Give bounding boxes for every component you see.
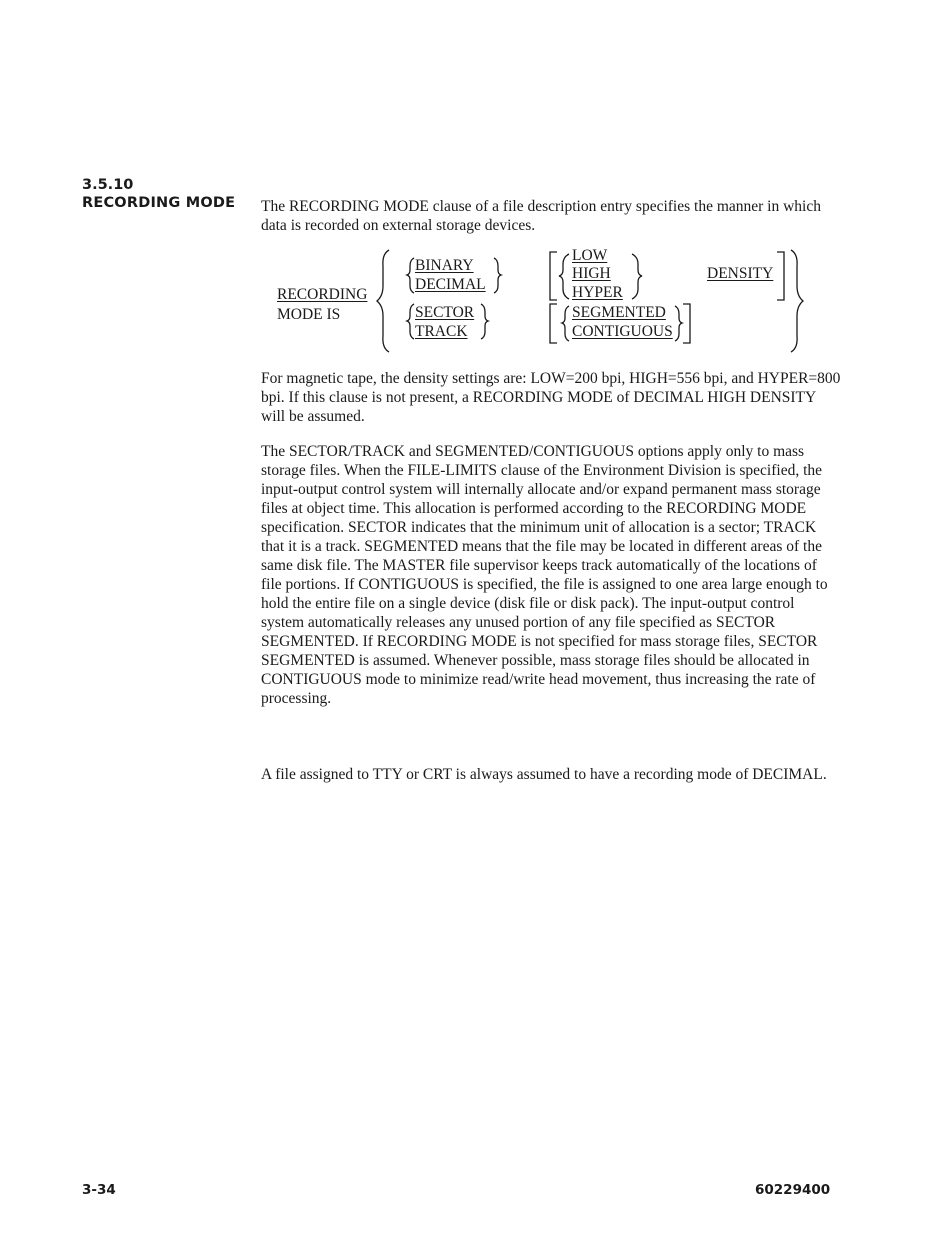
- recording-keyword: RECORDING: [277, 286, 368, 303]
- mass-storage-paragraph: The SECTOR/TRACK and SEGMENTED/CONTIGUOUS options apply only to mass storage files. When the FILE-LIMITS clause of the Environment Division is specified, the input-output control system will internally allocate and/or expand permanent mass storage files at object time. This allocation is performed according to the RECORDING MODE specification. SECTOR indicates that the minimum unit of allocation is a sector; TRACK that it is a track. SEGMENTED means that the file may be located in different areas of the same disk file. The MASTER file supervisor keeps track automatically of the locations of file portions. If CONTIGUOUS is specified, the file is assigned to one area large enough to hold the entire file on a single device (disk file or disk pack). The input-output control system automatically releases any unused portion of any file specified as SECTOR SEGMENTED. If RECORDING MODE is not specified for mass storage files, SECTOR SEGMENTED is assumed. Whenever possible, mass storage files should be allocated in CONTIGUOUS mode to minimize read/write head movement, thus increasing the rate of processing.: [261, 443, 828, 707]
- format-left-brace: [407, 258, 414, 293]
- placement-left-brace: [562, 306, 569, 341]
- low-option: LOW: [572, 247, 608, 264]
- hyper-option: HYPER: [572, 284, 623, 301]
- outer-left-brace: [377, 250, 389, 352]
- mode-is-keyword: MODE IS: [277, 306, 341, 323]
- page-number: 3-34: [82, 1182, 116, 1198]
- placement-right-bracket: [683, 304, 690, 343]
- high-option: HIGH: [572, 265, 611, 282]
- document-number: 60229400: [755, 1182, 831, 1198]
- unit-right-brace: [481, 304, 488, 339]
- syntax-diagram: [261, 246, 821, 356]
- outer-right-brace: [791, 250, 803, 352]
- density-keyword: DENSITY: [707, 265, 774, 282]
- segmented-option: SEGMENTED: [572, 304, 666, 321]
- contiguous-option: CONTIGUOUS: [572, 323, 673, 340]
- decimal-option: DECIMAL: [415, 276, 486, 293]
- placement-right-brace: [675, 306, 682, 341]
- intro-paragraph: The RECORDING MODE clause of a file description entry specifies the manner in which data is recorded on external storage devices.: [261, 198, 821, 234]
- density-right-brace: [632, 254, 642, 299]
- density-left-brace: [559, 254, 569, 299]
- format-right-brace: [494, 258, 501, 293]
- section-number: 3.5.10: [82, 177, 134, 193]
- tty-paragraph: A file assigned to TTY or CRT is always assumed to have a recording mode of DECIMAL.: [261, 766, 827, 783]
- binary-option: BINARY: [415, 257, 474, 274]
- section-title: RECORDING MODE: [82, 195, 236, 211]
- density-paragraph: For magnetic tape, the density settings are: LOW=200 bpi, HIGH=556 bpi, and HYPER=800 bpi. If this clause is not present, a RECORDING MODE of DECIMAL HIGH DENSITY will be assumed.: [261, 370, 841, 425]
- density-left-bracket: [550, 252, 557, 300]
- unit-left-brace: [407, 304, 414, 339]
- density-right-bracket: [777, 252, 784, 300]
- track-option: TRACK: [415, 323, 468, 340]
- placement-left-bracket: [550, 304, 557, 343]
- sector-option: SECTOR: [415, 304, 475, 321]
